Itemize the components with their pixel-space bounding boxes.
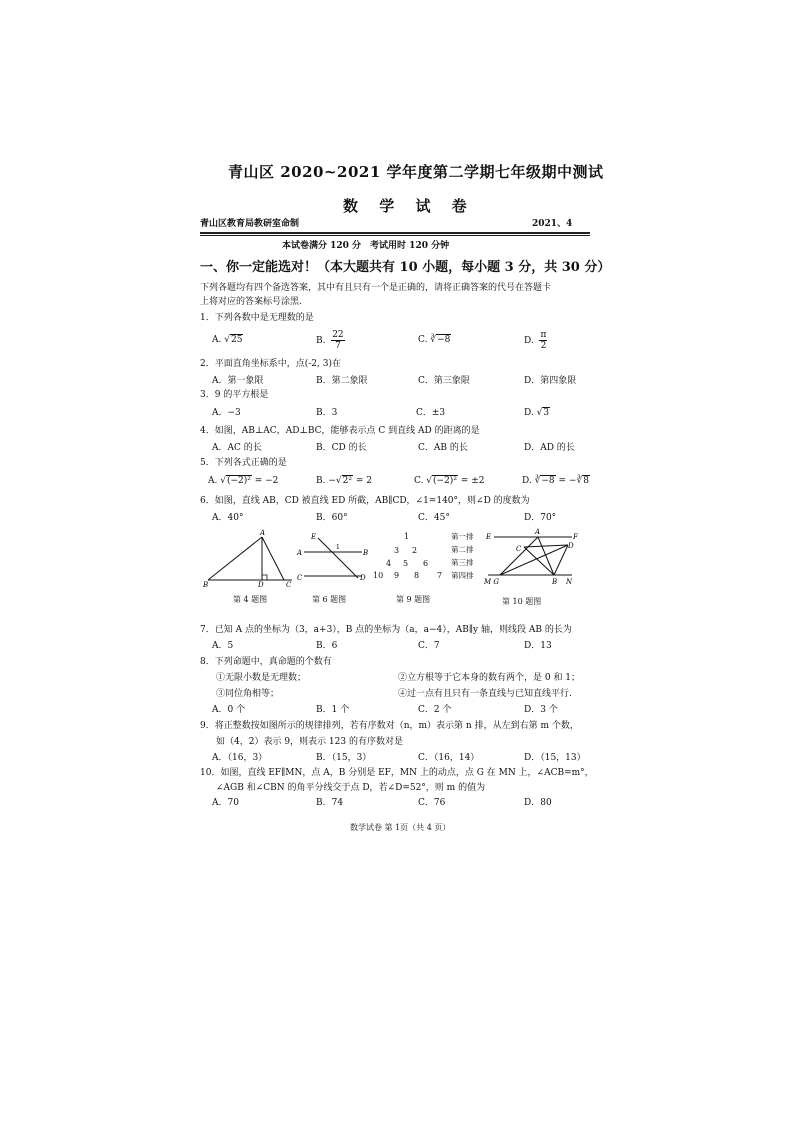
- q1-option-a: A. √25: [212, 335, 243, 345]
- q8-statement-1: ①无限小数是无理数；: [216, 673, 307, 683]
- page-footer: 数学试卷 第 1页（共 4 页）: [350, 823, 451, 832]
- figure-10: [480, 527, 584, 589]
- q9-option-c: C．（16，14）: [418, 753, 480, 763]
- svg-text:C: C: [286, 581, 292, 588]
- row-label: 第二排: [451, 545, 474, 554]
- figure-6-caption: 第 6 题图: [312, 595, 347, 604]
- q1-option-c: C. ∛−8: [418, 335, 451, 345]
- header-rule-thin: [200, 235, 590, 236]
- figure-10-caption: 第 10 题图: [502, 597, 542, 606]
- row-labels: [451, 530, 474, 582]
- q8-stem: 8．下列命题中，真命题的个数有: [200, 657, 332, 667]
- q3-stem: 3．9 的平方根是: [200, 390, 269, 400]
- page-title: 青山区 2020~2021 学年度第二学期七年级期中测试: [228, 163, 604, 181]
- svg-text:A: A: [535, 528, 541, 536]
- q8-option-b: B．1 个: [316, 705, 350, 715]
- q10-option-b: B．74: [316, 798, 344, 808]
- q10-stem-1: 10．如图，直线 EF∥MN，点 A，B 分别是 EF，MN 上的动点，点 G 在 MN 上，∠ACB=m°，: [200, 768, 594, 778]
- q9-stem-2: 如（4，2）表示 9，则表示 123 的有序数对是: [216, 737, 403, 747]
- q7-option-c: C．7: [418, 641, 440, 651]
- q5-option-a: A. √(−2)² = −2: [208, 476, 279, 486]
- row-label: 第三排: [451, 558, 474, 567]
- q8-option-a: A．0 个: [212, 705, 246, 715]
- q2-option-d: D．第四象限: [524, 376, 577, 386]
- q7-option-a: A．5: [212, 641, 234, 651]
- q8-option-d: D．3 个: [524, 705, 558, 715]
- svg-text:F: F: [573, 533, 578, 541]
- q6-option-a: A．40°: [212, 513, 244, 523]
- q5-option-d: D. ∛−8 = −∛8: [522, 476, 589, 486]
- svg-text:A: A: [297, 549, 303, 557]
- q9-stem-1: 9．将正整数按如图所示的规律排列，若有序数对（n，m）表示第 n 排，从左到右第 m 个数，: [200, 721, 579, 731]
- q6-stem: 6．如图，直线 AB，CD 被直线 ED 所截，AB∥CD，∠1=140°，则∠D 的度数为: [200, 496, 530, 506]
- q7-stem: 7．已知 A 点的坐标为（3，a+3），B 点的坐标为（a，a−4），AB∥y 轴，则线段 AB 的长为: [200, 625, 572, 635]
- q6-option-d: D．70°: [524, 513, 557, 523]
- svg-text:E: E: [486, 533, 492, 541]
- figure-9: 1 3 2 4 5 6 10 9 8 7: [373, 532, 443, 580]
- q8-option-c: C．2 个: [418, 705, 452, 715]
- q3-option-c: C．±3: [416, 408, 446, 418]
- section-intro-2: 上将对应的答案标号涂黑.: [200, 297, 302, 307]
- q2-option-a: A．第一象限: [212, 376, 264, 386]
- exam-meta: 本试卷满分 120 分 考试用时 120 分钟: [282, 241, 450, 251]
- q5-option-c: C. √(−2)² = ±2: [414, 476, 485, 486]
- q2-stem: 2．平面直角坐标系中，点(-2, 3)在: [200, 359, 341, 369]
- q3-option-b: B．3: [316, 408, 338, 418]
- q7-option-d: D．13: [524, 641, 552, 651]
- figure-6: [296, 530, 370, 586]
- q3-option-d: D. √3: [524, 408, 550, 418]
- section-intro-1: 下列各题均有四个备选答案，其中有且只有一个是正确的，请将正确答案的代号在答题卡: [200, 283, 552, 293]
- q8-statement-4: ④过一点有且只有一条直线与已知直线平行.: [398, 689, 572, 699]
- q4-option-c: C．AB 的长: [418, 443, 468, 453]
- svg-text:1: 1: [336, 544, 340, 551]
- svg-text:B: B: [203, 581, 209, 588]
- row-label: 第一排: [451, 532, 474, 541]
- q1-option-b: B. $\frac{22}{7}$: [316, 330, 344, 351]
- page-subtitle: 数 学 试 卷: [343, 197, 475, 215]
- figure-9-caption: 第 9 题图: [396, 595, 431, 604]
- q7-option-b: B．6: [316, 641, 338, 651]
- q1-stem: 1．下列各数中是无理数的是: [200, 313, 314, 323]
- svg-text:M G: M G: [484, 578, 499, 586]
- svg-text:B: B: [552, 578, 558, 586]
- issuer: 青山区教育局教研室命制: [200, 219, 300, 229]
- q9-option-d: D．（15，13）: [524, 753, 586, 763]
- q5-option-b: B. −√2² = 2: [316, 476, 372, 486]
- q6-option-c: C．45°: [418, 513, 450, 523]
- q1-option-d: D. $\frac{\pi}{2}$: [524, 330, 547, 351]
- svg-text:A: A: [260, 529, 266, 537]
- q5-stem: 5．下列各式正确的是: [200, 458, 287, 468]
- figure-4-caption: 第 4 题图: [233, 595, 268, 604]
- row-label: 第四排: [451, 571, 474, 580]
- q10-stem-2: ∠AGB 和∠CBN 的角平分线交于点 D，若∠D=52°，则 m 的值为: [216, 783, 486, 793]
- svg-text:B: B: [363, 549, 369, 557]
- header-rule: [200, 232, 590, 234]
- svg-text:D: D: [258, 581, 264, 588]
- q3-option-a: A．−3: [212, 408, 241, 418]
- q4-stem: 4．如图，AB⊥AC，AD⊥BC，能够表示点 C 到直线 AD 的距离的是: [200, 426, 480, 436]
- q4-option-a: A．AC 的长: [212, 443, 262, 453]
- date: 2021、4: [532, 219, 573, 229]
- q4-option-b: B．CD 的长: [316, 443, 367, 453]
- svg-text:D: D: [360, 574, 366, 582]
- q9-option-a: A．（16，3）: [212, 753, 268, 763]
- q9-option-b: B．（15，3）: [316, 753, 372, 763]
- svg-text:C: C: [297, 574, 303, 582]
- q10-option-d: D．80: [524, 798, 552, 808]
- svg-text:D: D: [568, 542, 574, 550]
- q8-statement-3: ③同位角相等；: [216, 689, 280, 699]
- q4-option-d: D．AD 的长: [524, 443, 575, 453]
- q10-option-a: A．70: [212, 798, 239, 808]
- q10-option-c: C．76: [418, 798, 446, 808]
- q8-statement-2: ②立方根等于它本身的数有两个，是 0 和 1；: [398, 673, 581, 683]
- q2-option-b: B．第二象限: [316, 376, 368, 386]
- svg-text:C: C: [516, 545, 522, 553]
- section-heading: 一、你一定能选对！（本大题共有 10 小题，每小题 3 分，共 30 分）: [200, 260, 611, 275]
- svg-text:N: N: [566, 578, 573, 586]
- figure-4: [200, 528, 296, 588]
- q6-option-b: B．60°: [316, 513, 348, 523]
- q2-option-c: C．第三象限: [418, 376, 470, 386]
- svg-text:E: E: [311, 533, 317, 541]
